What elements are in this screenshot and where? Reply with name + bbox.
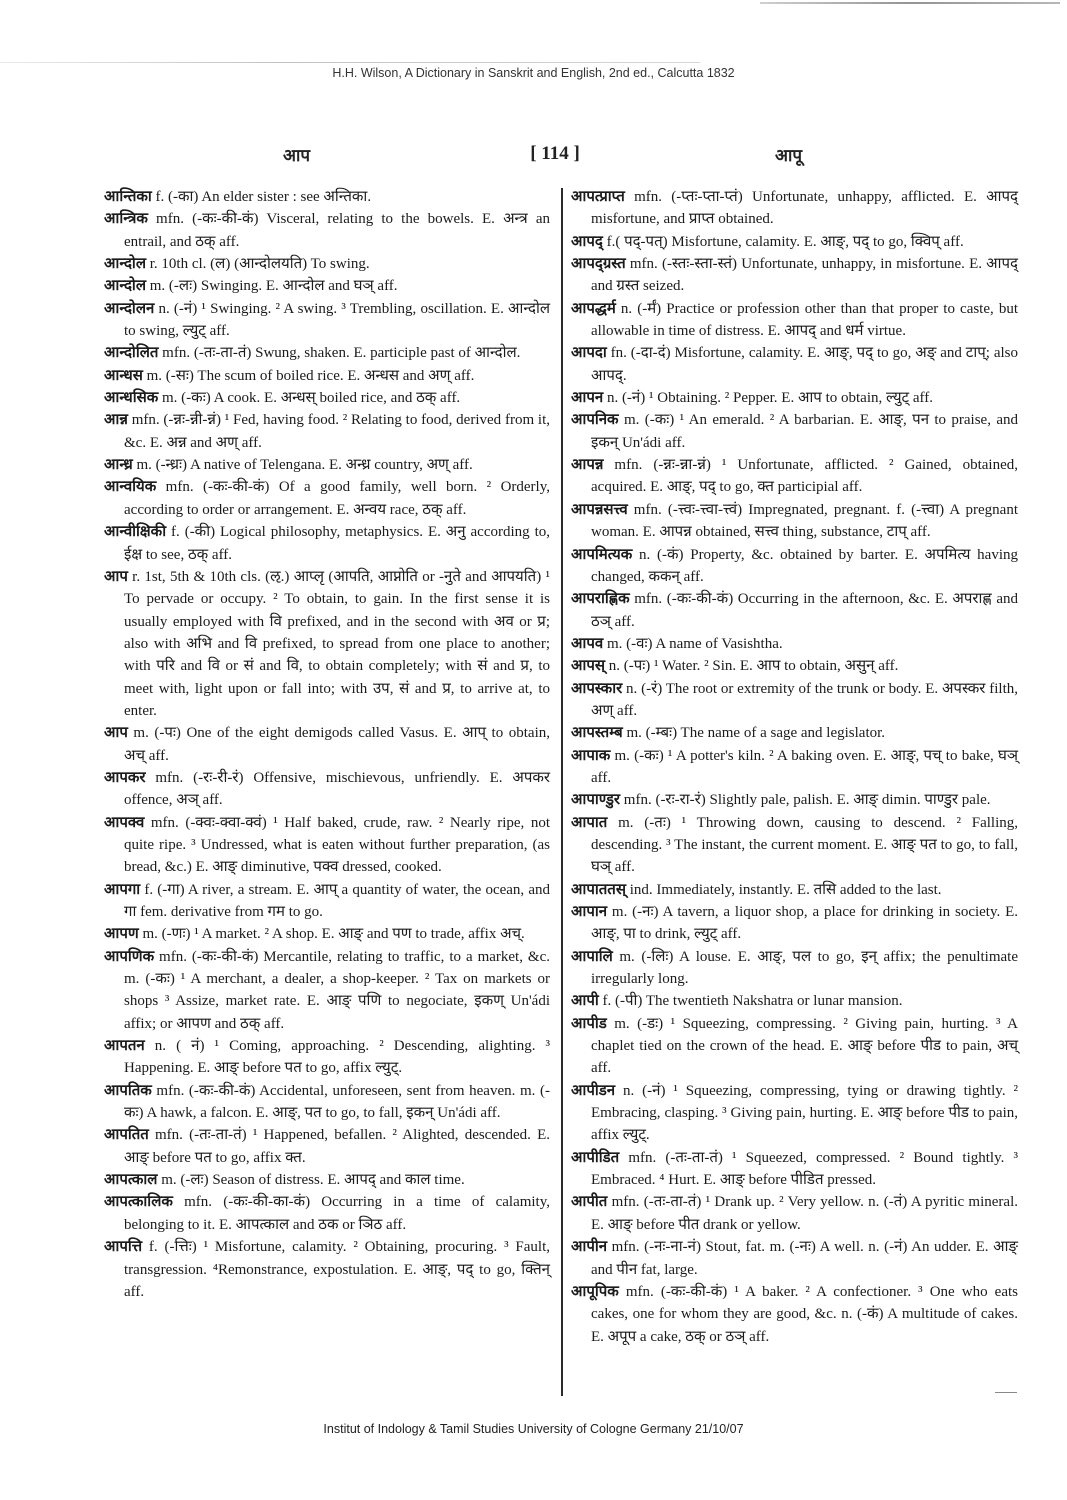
entry-headword: आपनिक bbox=[571, 412, 619, 429]
entry-definition: n. (-नं) ¹ Obtaining. ² Pepper. E. आप to obtain, ल्युट् aff. bbox=[603, 390, 933, 407]
scan-artifact-top bbox=[760, 2, 1060, 4]
entry-definition: m. (-डः) ¹ Squeezing, compressing. ² Giving pain, hurting. ³ A chaplet tied on the crown of the head. E. आङ् before पीड to pain, अच् aff. bbox=[591, 1015, 1018, 1077]
dictionary-entry bbox=[104, 521, 550, 566]
entry-headword: आपीड bbox=[571, 1015, 607, 1032]
entry-definition: mfn. (-रः-री-रं) Offensive, mischievous, unfriendly. E. अपकर offence, अञ् aff. bbox=[124, 769, 550, 809]
entry-headword: आन्दोलित bbox=[104, 345, 159, 362]
entry-headword: आपमित्यक bbox=[571, 546, 633, 563]
dictionary-entry bbox=[571, 253, 1018, 298]
entry-definition: mfn. (-कः-की-कं) ¹ A baker. ² A confectioner. ³ One who eats cakes, one for whom they are good, &c. n. (-कं) A multitude of cakes. E. अपूप a cake, ठक् or ठञ् aff. bbox=[591, 1283, 1018, 1345]
entry-headword: आपीत bbox=[571, 1194, 608, 1211]
dictionary-entry bbox=[104, 767, 550, 812]
dictionary-entry bbox=[104, 476, 550, 521]
entry-headword: आपद्धर्म bbox=[571, 300, 616, 317]
entry-definition: m. (-कः) A cook. E. अन्धस् boiled rice, and ठक् aff. bbox=[158, 390, 461, 407]
entry-headword: आपत्काल bbox=[104, 1172, 158, 1189]
dictionary-entry bbox=[571, 1191, 1018, 1236]
entry-definition: m. (-लः) Season of distress. E. आपद् and काल time. bbox=[157, 1172, 465, 1189]
dictionary-entry bbox=[571, 812, 1018, 879]
entry-definition: m. (-नः) A tavern, a liquor shop, a place for drinking in society. E. आङ्, पा to drink, ल्युट् aff. bbox=[591, 904, 1018, 943]
entry-definition: mfn. (-कः-की-कं) Visceral, relating to the bowels. E. अन्त्र an entrail, and ठक् aff. bbox=[124, 211, 550, 250]
entry-headword: आन्ध्र bbox=[104, 457, 133, 474]
entry-headword: आपस्तम्ब bbox=[571, 725, 623, 742]
scan-artifact-line bbox=[0, 62, 700, 63]
entry-definition: m. (-लः) Swinging. E. आन्दोल and घञ् aff. bbox=[146, 278, 398, 295]
dictionary-entry bbox=[571, 633, 1018, 655]
entry-headword: आपाण्डुर bbox=[571, 792, 621, 809]
entry-definition: n. (-नं) ¹ Squeezing, compressing, tying or drawing tightly. ² Embracing, clasping. ³ Giving pain, hurting. E. आङ् before पीड to pain, affix ल्युट्. bbox=[591, 1082, 1018, 1144]
entry-headword: आपी bbox=[571, 993, 599, 1010]
dictionary-entry bbox=[104, 812, 550, 879]
dictionary-entry bbox=[571, 678, 1018, 723]
entry-definition: m. (-कः) ¹ A potter's kiln. ² A baking oven. E. आङ्, पच् to bake, घञ् aff. bbox=[591, 747, 1018, 786]
entry-headword: आपत्कालिक bbox=[104, 1194, 173, 1211]
dictionary-entry bbox=[104, 409, 550, 454]
entry-headword: आन्धसिक bbox=[104, 390, 159, 407]
entry-definition: mfn. (-कः-की-कं) Accidental, unforeseen, sent from heaven. m. (-कः) A hawk, a falcon. E. आङ्, पत to go, to fall, इकन् Un'ádi aff. bbox=[124, 1082, 550, 1122]
entry-headword: आपकर bbox=[104, 769, 146, 786]
entry-headword: आपस्कार bbox=[571, 680, 623, 697]
entry-headword: आन्वयिक bbox=[104, 479, 157, 496]
entry-headword: आन्दोलन bbox=[104, 300, 155, 317]
dictionary-entry bbox=[571, 298, 1018, 343]
dictionary-entry bbox=[571, 387, 1018, 409]
dictionary-entry bbox=[104, 946, 550, 1035]
entry-headword: आपूपिक bbox=[571, 1283, 619, 1300]
entry-headword: आपद्ग्रस्त bbox=[571, 256, 626, 273]
dictionary-entry bbox=[104, 387, 550, 409]
entry-headword: आन्त्रिक bbox=[104, 211, 148, 228]
entry-headword: आपीन bbox=[571, 1239, 608, 1256]
entry-definition: mfn. (-रः-रा-रं) Slightly pale, palish. E. आङ् dimin. पाण्डुर pale. bbox=[620, 792, 991, 809]
dictionary-entry bbox=[104, 253, 550, 275]
dictionary-entry bbox=[571, 789, 1018, 811]
entry-definition: mfn. (-नः-ना-नं) Stout, fat. m. (-नः) A well. n. (-नं) An udder. E. आङ् and पीन fat, large. bbox=[591, 1239, 1018, 1278]
entry-headword: आपत्प्राप्त bbox=[571, 189, 625, 205]
entry-headword: आपगा bbox=[104, 881, 141, 898]
entry-headword: आप bbox=[104, 725, 128, 742]
entry-definition: f. (-गा) A river, a stream. E. आप् a quantity of water, the ocean, and गा fem. derivative from गम to go. bbox=[124, 881, 550, 920]
entry-headword: आपन्नसत्त्व bbox=[571, 501, 628, 518]
dictionary-entry bbox=[571, 231, 1018, 253]
dictionary-entry bbox=[104, 298, 550, 343]
dictionary-entry bbox=[104, 923, 550, 945]
entry-headword: आन्वीक्षिकी bbox=[104, 524, 167, 541]
entry-definition: n. ( नं) ¹ Coming, approaching. ² Descending, alighting. ³ Happening. E. आङ् before पत to go, affix ल्युट्. bbox=[124, 1038, 550, 1077]
dictionary-entry bbox=[571, 186, 1018, 231]
entry-headword: आपन bbox=[571, 390, 604, 407]
entry-definition: m. (-म्बः) The name of a sage and legislator. bbox=[622, 725, 886, 742]
dictionary-entry bbox=[571, 342, 1018, 387]
dictionary-entry bbox=[104, 566, 550, 722]
dictionary-entry bbox=[104, 454, 550, 476]
entry-headword: आपराह्णिक bbox=[571, 591, 630, 608]
entry-headword: आपक्व bbox=[104, 814, 145, 831]
dictionary-entry bbox=[104, 1191, 550, 1236]
running-head-left: आप bbox=[283, 146, 311, 166]
entry-definition: f.( पद्-पत्) Misfortune, calamity. E. आङ्, पद् to go, क्विप् aff. bbox=[602, 233, 964, 250]
entry-definition: ind. Immediately, instantly. E. तसि added to the last. bbox=[625, 881, 942, 898]
dictionary-entry bbox=[104, 722, 550, 767]
entry-definition: n. (-नं) ¹ Swinging. ² A swing. ³ Trembling, oscillation. E. आन्दोल to swing, ल्युट् aff. bbox=[124, 300, 550, 340]
dictionary-entry bbox=[104, 186, 550, 208]
dictionary-entry bbox=[104, 1169, 550, 1191]
entry-headword: आप bbox=[104, 568, 128, 585]
entry-definition: mfn. (-तः-ता-तं) ¹ Squeezed, compressed. ² Bound tightly. ³ Embraced. ⁴ Hurt. E. आङ् before पीडित pressed. bbox=[591, 1149, 1018, 1189]
entry-definition: n. (-र्मं) Practice or profession other than that proper to caste, but allowable in time of distress. E. आपद् and धर्म virtue. bbox=[591, 300, 1018, 340]
dictionary-entry bbox=[104, 879, 550, 924]
dictionary-entry bbox=[571, 990, 1018, 1012]
footer: Institut of Indology & Tamil Studies University of Cologne Germany 21/10/07 bbox=[323, 1422, 744, 1436]
entry-definition: m. (-सः) The scum of boiled rice. E. अन्धस and अण् aff. bbox=[142, 367, 475, 384]
dictionary-entry bbox=[104, 342, 550, 364]
entry-headword: आपद् bbox=[571, 233, 603, 250]
column-divider bbox=[561, 188, 563, 1396]
entry-definition: mfn. (-कः-की-का-कं) Occurring in a time of calamity, belonging to it. E. आपत्काल and ठक or ञिठ aff. bbox=[124, 1194, 550, 1233]
running-head-right: आपू bbox=[775, 146, 803, 166]
entry-definition: mfn. (-त्त्वः-त्त्वा-त्त्वं) Impregnated, pregnant. f. (-त्त्वा) A pregnant woman. E. आपन्न obtained, सत्त्व thing, substance, टाप् aff. bbox=[591, 501, 1018, 541]
dictionary-entry bbox=[571, 722, 1018, 744]
entry-definition: r. 10th cl. (ल) (आन्दोलयति) To swing. bbox=[146, 256, 370, 273]
entry-headword: आपाततस् bbox=[571, 881, 626, 898]
entry-definition: m. (-पः) One of the eight demigods called Vasus. E. आप् to obtain, अच् aff. bbox=[124, 725, 550, 764]
entry-headword: आपालि bbox=[571, 948, 613, 965]
dictionary-entry bbox=[571, 1236, 1018, 1281]
entry-headword: आन्दोल bbox=[104, 278, 146, 295]
entry-definition: mfn. (-क्वः-क्वा-क्वं) ¹ Half baked, crude, raw. ² Nearly ripe, not quite ripe. ³ Undressed, what is eaten without further preparation, (as bread, &c.) E. आङ् diminutive, पक्व dressed, cooked. bbox=[124, 814, 550, 876]
dictionary-entry bbox=[104, 1124, 550, 1169]
dictionary-entry bbox=[571, 588, 1018, 633]
entry-definition: mfn. (-स्तः-स्ता-स्तं) Unfortunate, unhappy, in misfortune. E. आपद् and ग्रस्त seized. bbox=[591, 256, 1018, 295]
entry-headword: आपतित bbox=[104, 1127, 149, 1144]
entry-headword: आन्दोल bbox=[104, 256, 146, 273]
entry-definition: fn. (-दा-दं) Misfortune, calamity. E. आङ्, पद् to go, अङ् and टाप्; also आपद्. bbox=[591, 345, 1018, 384]
entry-definition: m. (-णः) ¹ A market. ² A shop. E. आङ् and पण to trade, affix अच्. bbox=[138, 926, 525, 943]
entry-headword: आपत्ति bbox=[104, 1239, 143, 1256]
dictionary-entry bbox=[571, 946, 1018, 991]
dictionary-entry bbox=[571, 454, 1018, 499]
entry-definition: mfn. (-न्नः-न्ना-न्नं) ¹ Unfortunate, afflicted. ² Gained, obtained, acquired. E. आङ्, पद् to go, क्त participial aff. bbox=[591, 457, 1018, 496]
entry-definition: mfn. (-तः-ता-तं) ¹ Drank up. ² Very yellow. n. (-तं) A pyritic mineral. E. आङ् before पीत drank or yellow. bbox=[591, 1194, 1018, 1233]
entry-definition: m. (-वः) A name of Vasishtha. bbox=[603, 635, 783, 652]
entry-definition: n. (-पः) ¹ Water. ² Sin. E. आप to obtain, असुन् aff. bbox=[605, 658, 899, 675]
entry-definition: f. (-पी) The twentieth Nakshatra or lunar mansion. bbox=[598, 993, 903, 1010]
dictionary-entry bbox=[571, 1147, 1018, 1192]
entry-headword: आपणिक bbox=[104, 948, 155, 965]
entry-definition: f. (-त्तिः) ¹ Misfortune, calamity. ² Obtaining, procuring. ³ Fault, transgression. ⁴Remonstrance, expostulation. E. आङ्, पद् to go, क्तिन् aff. bbox=[124, 1239, 550, 1300]
entry-definition: n. (-रं) The root or extremity of the trunk or body. E. अपस्कर filth, अण् aff. bbox=[591, 680, 1018, 719]
right-column bbox=[571, 186, 1018, 1348]
entry-headword: आन्न bbox=[104, 412, 128, 429]
entry-definition: n. (-कं) Property, &c. obtained by barter. E. अपमित्य having changed, ककन् aff. bbox=[591, 546, 1018, 585]
entry-definition: mfn. (-कः-की-कं) Occurring in the afternoon, &c. E. अपराह्ण and ठञ् aff. bbox=[591, 591, 1018, 630]
source-header: H.H. Wilson, A Dictionary in Sanskrit and English, 2nd ed., Calcutta 1832 bbox=[332, 66, 735, 80]
entry-definition: mfn. (-कः-की-कं) Mercantile, relating to traffic, to a market, &c. m. (-कः) ¹ A merchant, a dealer, a shop-keeper. ² Tax on markets or shops ³ Assize, market rate. E. आङ् पणि to negociate, इकण् Un'ádi affix; or आपण and ठक् aff. bbox=[124, 948, 550, 1032]
entry-definition: f. (-की) Logical philosophy, metaphysics. E. अनु according to, ईक्ष to see, ठक् aff. bbox=[124, 524, 550, 563]
dictionary-entry bbox=[571, 1080, 1018, 1147]
entry-definition: m. (-लिः) A louse. E. आङ्, पल to go, इन् affix; the penultimate irregularly long. bbox=[591, 948, 1018, 988]
entry-definition: mfn. (-न्नः-न्नी-न्नं) ¹ Fed, having food. ² Relating to food, derived from it, &c. E. अन्न and अण् aff. bbox=[124, 412, 550, 451]
entry-headword: आपण bbox=[104, 926, 139, 943]
dictionary-entry bbox=[571, 409, 1018, 454]
dictionary-entry bbox=[104, 1035, 550, 1080]
entry-definition: m. (-न्ध्रः) A native of Telengana. E. अन्ध्र country, अण् aff. bbox=[132, 457, 473, 474]
entry-definition: m. (-कः) ¹ An emerald. ² A barbarian. E. आङ्, पन to praise, and इकन् Un'ádi aff. bbox=[591, 412, 1018, 451]
entry-definition: r. 1st, 5th & 10th cls. (ऌ.) आप्लृ (आपति, आप्नोति or -नुते and आपयति) ¹ To pervade or occupy. ² To obtain, to gain. In the first sense it is usually employed with वि prefixed, and in the second with अव or प्र; also with अभि and वि prefixed, to spread from one place to another; with परि and वि or सं and वि, to obtain completely; with सं and प्र, to meet with, light upon or fall into; with उप, सं and प्र, to arrive at, to enter. bbox=[124, 568, 550, 719]
entry-headword: आन्धस bbox=[104, 367, 143, 384]
dictionary-entry bbox=[104, 1236, 550, 1303]
entry-headword: आपात bbox=[571, 814, 608, 831]
entry-headword: आपस् bbox=[571, 658, 605, 675]
dictionary-entry bbox=[571, 1281, 1018, 1348]
left-column bbox=[104, 186, 550, 1303]
entry-headword: आपतिक bbox=[104, 1082, 152, 1099]
entry-headword: आपव bbox=[571, 635, 604, 652]
entry-headword: आन्तिका bbox=[104, 189, 152, 205]
entry-headword: आपाक bbox=[571, 747, 611, 764]
dictionary-entry bbox=[571, 655, 1018, 677]
entry-definition: f. (-का) An elder sister : see अन्तिका. bbox=[151, 189, 372, 205]
entry-headword: आपान bbox=[571, 904, 608, 920]
dictionary-entry bbox=[104, 1080, 550, 1125]
page-number: [ 114 ] bbox=[530, 143, 580, 164]
entry-headword: आपीडित bbox=[571, 1149, 620, 1166]
dictionary-entry bbox=[104, 275, 550, 297]
entry-definition: mfn. (-तः-ता-तं) Swung, shaken. E. participle past of आन्दोल. bbox=[158, 345, 521, 362]
dictionary-entry bbox=[571, 544, 1018, 589]
end-mark bbox=[995, 1392, 1017, 1393]
entry-headword: आपतन bbox=[104, 1038, 145, 1055]
dictionary-entry bbox=[104, 365, 550, 387]
entry-headword: आपन्न bbox=[571, 457, 604, 474]
dictionary-entry bbox=[104, 208, 550, 253]
dictionary-entry bbox=[571, 499, 1018, 544]
dictionary-entry bbox=[571, 745, 1018, 790]
entry-headword: आपदा bbox=[571, 345, 607, 362]
dictionary-entry bbox=[571, 1013, 1018, 1080]
entry-definition: mfn. (-तः-ता-तं) ¹ Happened, befallen. ² Alighted, descended. E. आङ् before पत to go, affix क्त. bbox=[124, 1127, 550, 1166]
dictionary-entry bbox=[571, 901, 1018, 946]
entry-definition: mfn. (-प्तः-प्ता-प्तं) Unfortunate, unhappy, afflicted. E. आपद् misfortune, and प्राप्त obtained. bbox=[591, 189, 1018, 228]
entry-definition: m. (-तः) ¹ Throwing down, causing to descend. ² Falling, descending. ³ The instant, the current moment. E. आङ् पत to go, to fall, घञ् aff. bbox=[591, 814, 1018, 876]
entry-definition: mfn. (-कः-की-कं) Of a good family, well born. ² Orderly, according to order or arrangement. E. अन्वय race, ठक् aff. bbox=[124, 479, 550, 518]
dictionary-entry bbox=[571, 879, 1018, 901]
entry-headword: आपीडन bbox=[571, 1082, 616, 1099]
